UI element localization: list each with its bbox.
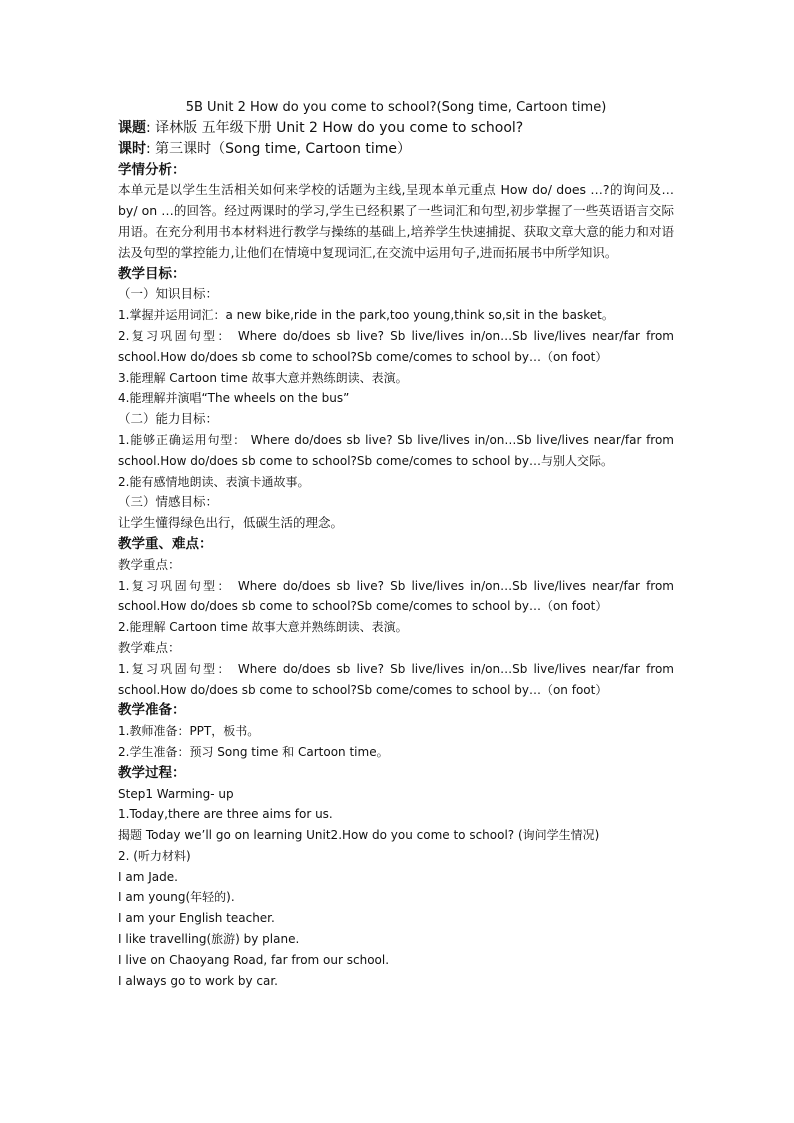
listening-line: I am young(年轻的). [118, 890, 235, 905]
period-line [118, 139, 674, 160]
document-title: 5B Unit 2 How do you come to school?(Song time, Cartoon time) [185, 100, 607, 115]
step1-item3: 2. (听力材料) [118, 848, 191, 863]
listening-line: I am Jade. [118, 869, 178, 884]
goal1-item2-line1: 2.复习巩固句型： Where do/does sb live? Sb live/lives in/on…Sb live/lives near/far from [118, 328, 674, 343]
listening-line: I live on Chaoyang Road, far from our school. [118, 952, 390, 967]
goal2-item1-line1: 1.能够正确运用句型： Where do/does sb live? Sb live/lives in/on…Sb live/lives near/far from [118, 432, 674, 447]
goal3-item1: 让学生懂得绿色出行，低碳生活的理念。 [118, 515, 344, 531]
goal3-heading: （三）情感目标： [118, 494, 219, 510]
goal1-item1: 1.掌握并运用词汇：a new bike,ride in the park,too young,think so,sit in the basket。 [118, 308, 614, 323]
goal1-item2-line2: school.How do/does sb come to school?Sb come/comes to school by…（on foot） [118, 349, 608, 364]
goal2-heading: （二）能力目标： [118, 411, 219, 427]
listening-line: I like travelling(旅游) by plane. [118, 932, 300, 947]
difficulty-item1-line2: school.How do/does sb come to school?Sb come/comes to school by…（on foot） [118, 682, 608, 697]
period-value: : 第三课时（Song time, Cartoon time） [146, 140, 412, 157]
key-item1-line2: school.How do/does sb come to school?Sb come/comes to school by…（on foot） [118, 599, 608, 614]
document-page [118, 98, 674, 991]
step1-heading: Step1 Warming- up [118, 786, 234, 801]
difficulty-item1-line1: 1.复习巩固句型： Where do/does sb live? Sb live/lives in/on…Sb live/lives near/far from [118, 661, 674, 676]
goal1-item3: 3.能理解 Cartoon time 故事大意并熟练朗读、表演。 [118, 370, 408, 385]
listening-line: I am your English teacher. [118, 911, 275, 926]
key-points-heading: 教学重、难点： [118, 535, 213, 552]
analysis-heading: 学情分析： [118, 161, 186, 178]
step1-item2: 揭题 Today we’ll go on learning Unit2.How do you come to school? (询问学生情况) [118, 828, 600, 843]
topic-value: : 译林版 五年级下册 Unit 2 How do you come to school? [146, 120, 524, 136]
key-sub-heading: 教学重点： [118, 556, 181, 572]
topic-label: 课题 [118, 120, 146, 136]
goal1-item4: 4.能理解并演唱“The wheels on the bus” [118, 391, 350, 406]
key-item2: 2.能理解 Cartoon time 故事大意并熟练朗读、表演。 [118, 620, 408, 635]
goal2-item1-line2: school.How do/does sb come to school?Sb come/comes to school by…与别人交际。 [118, 453, 613, 468]
key-item1-line1: 1.复习巩固句型： Where do/does sb live? Sb live/lives in/on…Sb live/lives near/far from [118, 578, 674, 593]
preparation-item1: 1.教师准备：PPT，板书。 [118, 724, 260, 739]
difficulty-sub-heading: 教学难点： [118, 639, 181, 655]
step1-item1: 1.Today,there are three aims for us. [118, 807, 333, 822]
topic-line [118, 118, 674, 139]
analysis-paragraph: 本单元是以学生生活相关如何来学校的话题为主线,呈现本单元重点 How do/ does …?的询问及…by/ on …的回答。经过两课时的学习,学生已经积累了一些词汇和句型,初步掌握了一些英语语言交际用语。在充分利用书本材料进行教学与操练的基础上,培养学生快速捕捉、获取文章大意的能力和对语法及句型的掌控能力,让他们在情境中复现词汇,在交流中运用句子,进而拓展书中所学知识。 [118, 182, 674, 260]
goal2-item2: 2.能有感情地朗读、表演卡通故事。 [118, 474, 310, 489]
goal1-heading: （一）知识目标： [118, 286, 219, 302]
period-label: 课时 [118, 140, 146, 157]
preparation-item2: 2.学生准备：预习 Song time 和 Cartoon time。 [118, 744, 389, 759]
goals-heading: 教学目标： [118, 265, 186, 282]
preparation-heading: 教学准备： [118, 702, 186, 719]
listening-line: I always go to work by car. [118, 973, 278, 988]
process-heading: 教学过程： [118, 764, 186, 781]
